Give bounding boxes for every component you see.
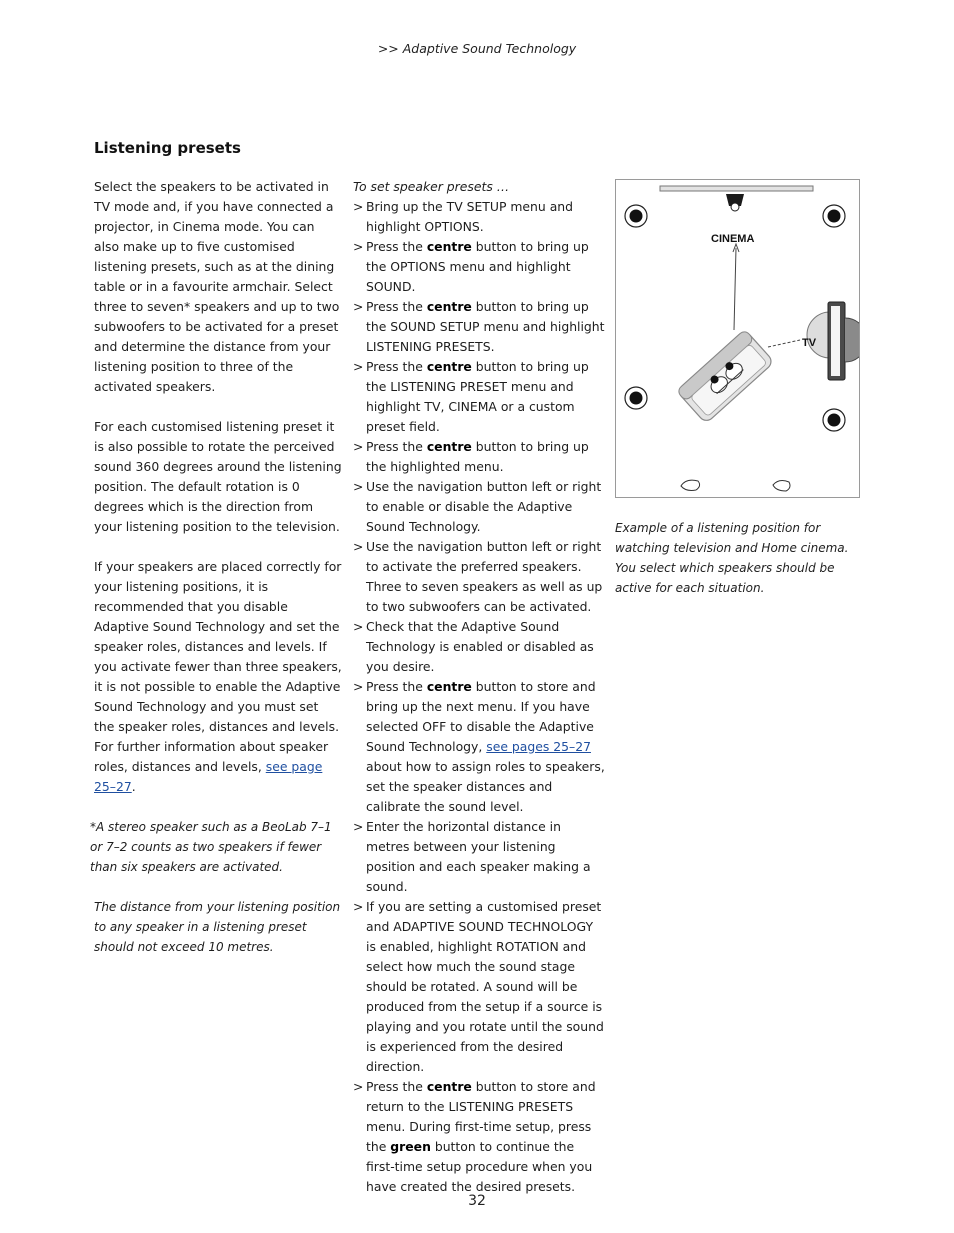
column-figure (615, 179, 860, 598)
step-item: > Use the navigation button left or right to activate the preferred speakers. Three to seven speakers as well as up to two subwoofers can be activated. (353, 537, 605, 617)
step-item: > Use the navigation button left or right to enable or disable the Adaptive Sound Technology. (353, 477, 605, 537)
see-page-link[interactable]: see page 25–27 (94, 759, 323, 794)
see-pages-link[interactable]: see pages 25–27 (486, 739, 591, 754)
step-item: > If you are setting a customised preset and ADAPTIVE SOUND TECHNOLOGY is enabled, highlight ROTATION and select how much the sound stage should be rotated. A sound will be produced from the setup if a source is playing and you rotate until the sound is experienced from the desired direction. (353, 897, 605, 1077)
cinema-label: CINEMA (711, 233, 755, 245)
tv-direction-arrow (768, 340, 800, 347)
intro-paragraph-3-text: If your speakers are placed correctly for your listening positions, it is recommended that you disable Adaptive Sound Technology and set the speaker roles, distances and levels. If you activate fewer than three speakers, it is not possible to enable the Adaptive Sound Technology and you must set the speaker roles, distances and levels. For further information about speaker roles, distances and levels, (94, 559, 342, 774)
speaker-icon (625, 387, 647, 409)
footnote-stereo: *A stereo speaker such as a BeoLab 7–1 or 7–2 counts as two speakers if fewer than six speakers are activated. (90, 820, 332, 874)
subwoofer-icon (681, 480, 700, 490)
step-item: > Bring up the TV SETUP menu and highlight OPTIONS. (353, 197, 605, 237)
steps-list (353, 197, 605, 1197)
figure-caption: Example of a listening position for watching television and Home cinema. You select which speakers should be active for each situation. (615, 521, 849, 595)
step-item: > Press the centre button to bring up the highlighted menu. (353, 437, 605, 477)
sofa-icon (676, 329, 774, 423)
section-title: Listening presets (94, 139, 241, 157)
intro-paragraph-3-end: . (131, 779, 136, 794)
steps-heading: To set speaker presets … (353, 179, 510, 194)
room-diagram (615, 179, 860, 498)
speaker-icon (823, 409, 845, 431)
step-item: > Press the centre button to bring up the OPTIONS menu and highlight SOUND. (353, 237, 605, 297)
step-item: > Press the centre button to bring up the SOUND SETUP menu and highlight LISTENING PRESETS. (353, 297, 605, 357)
step-item: > Press the centre button to store and return to the LISTENING PRESETS menu. During first-time setup, press the green button to continue the first-time setup procedure when you have created the desired presets. (353, 1077, 605, 1197)
speaker-icon (823, 205, 845, 227)
intro-paragraph-1: Select the speakers to be activated in TV mode and, if you have connected a projector, in Cinema mode. You can also make up to five customised listening presets, such as at the dining table or in a favourite armchair. Select three to seven* speakers and up to two subwoofers to be activated for a preset and determine the distance from your listening position to three of the activated speakers. (94, 179, 340, 394)
column-steps (353, 177, 605, 1197)
running-header: >> Adaptive Sound Technology (377, 41, 577, 56)
subwoofer-icon (773, 481, 790, 491)
note-distance: The distance from your listening position to any speaker in a listening preset should not exceed 10 metres. (94, 900, 341, 954)
step-item: > Press the centre button to bring up the LISTENING PRESET menu and highlight TV, CINEMA or a custom preset field. (353, 357, 605, 437)
room-diagram-drawing (616, 180, 859, 497)
column-intro (90, 177, 342, 957)
step-item: > Check that the Adaptive Sound Technology is enabled or disabled as you desire. (353, 617, 605, 677)
page-number: 32 (468, 1193, 486, 1209)
tv-label: TV (802, 337, 817, 349)
intro-paragraph-3 (94, 557, 342, 797)
step-item: > Enter the horizontal distance in metres between your listening position and each speaker making a sound. (353, 817, 605, 897)
cinema-screen (660, 186, 813, 191)
cinema-direction-arrow (734, 248, 736, 330)
intro-paragraph-2: For each customised listening preset it is also possible to rotate the perceived sound 360 degrees around the listening position. The default rotation is 0 degrees which is the direction from your listening position to the television. (94, 419, 342, 534)
speaker-icon (625, 205, 647, 227)
step-item: > Press the centre button to store and bring up the next menu. If you have selected OFF to disable the Adaptive Sound Technology, see pages 25–27 about how to assign roles to speakers, set the speaker distances and calibrate the sound level. (353, 677, 605, 817)
